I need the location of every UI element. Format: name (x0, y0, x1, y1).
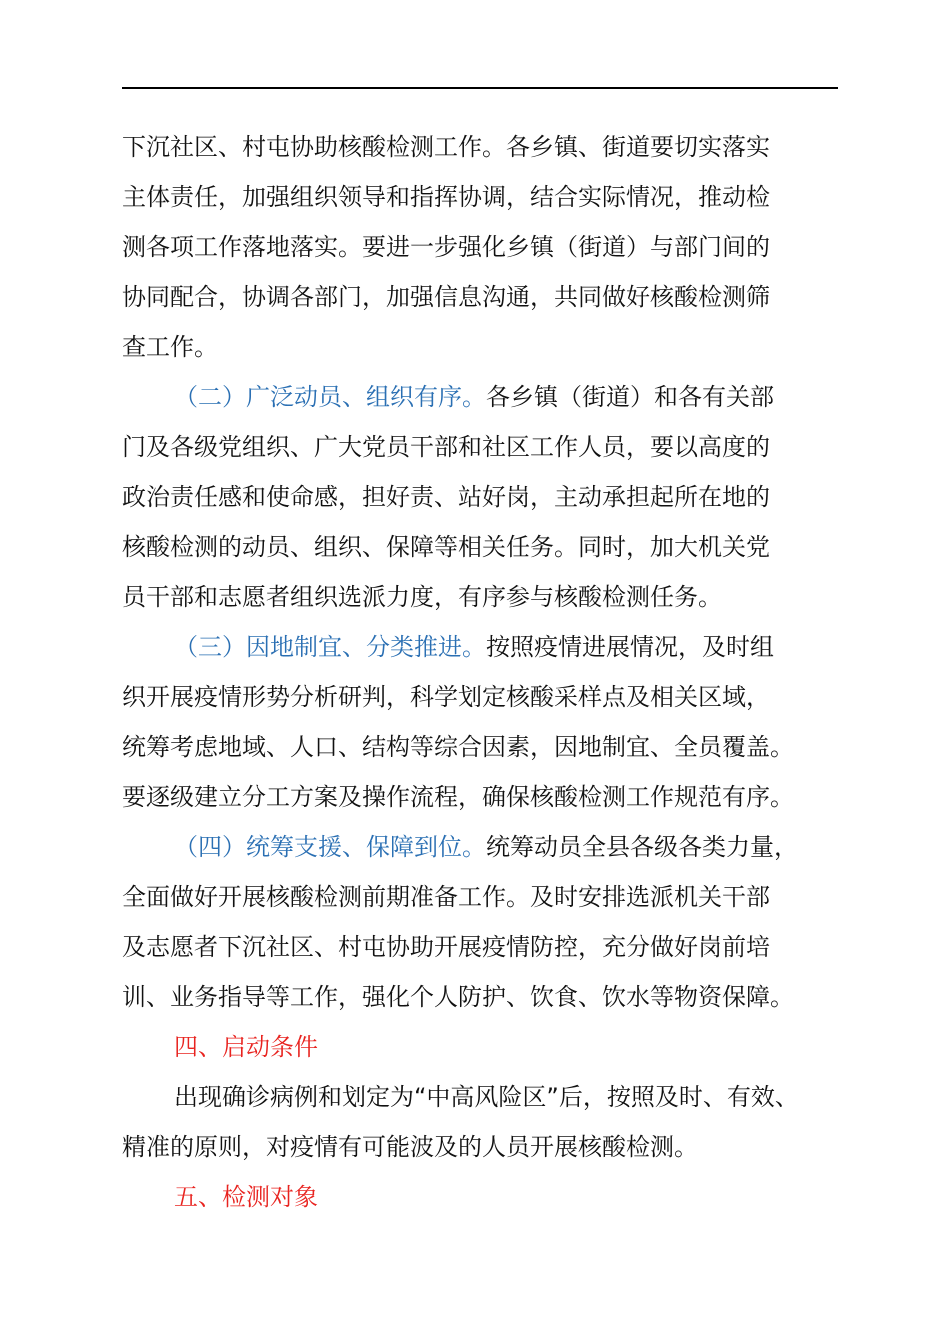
text-run: 统筹动员全县各级各类力量， (486, 833, 798, 861)
text-line: 织开展疫情形势分析研判，科学划定核酸采样点及相关区域， (122, 683, 770, 711)
text-line: 出现确诊病例和划定为“中高风险区”后，按照及时、有效、 (174, 1083, 799, 1111)
text-line: 员干部和志愿者组织选派力度，有序参与核酸检测任务。 (122, 583, 722, 611)
subheading-local-conditions: （三）因地制宜、分类推进。 (174, 633, 486, 661)
header-rule (122, 87, 838, 89)
subheading-mobilization: （二）广泛动员、组织有序。 (174, 383, 486, 411)
text-line (122, 822, 838, 872)
text-line: 测各项工作落地落实。要进一步强化乡镇（街道）与部门间的 (122, 233, 770, 261)
text-line (122, 372, 838, 422)
text-line: 核酸检测的动员、组织、保障等相关任务。同时，加大机关党 (122, 533, 770, 561)
paragraph-mobilization (122, 372, 838, 622)
text-line (122, 622, 838, 672)
text-line: 下沉社区、村屯协助核酸检测工作。各乡镇、街道要切实落实 (122, 133, 770, 161)
text-line: 政治责任感和使命感，担好责、站好岗，主动承担起所在地的 (122, 483, 770, 511)
subheading-support: （四）统筹支援、保障到位。 (174, 833, 486, 861)
document-body (122, 122, 838, 1222)
paragraph-local-conditions (122, 622, 838, 822)
text-line: 训、业务指导等工作，强化个人防护、饮食、饮水等物资保障。 (122, 983, 794, 1011)
text-line: 门及各级党组织、广大党员干部和社区工作人员，要以高度的 (122, 433, 770, 461)
text-line: 主体责任，加强组织领导和指挥协调，结合实际情况，推动检 (122, 183, 770, 211)
paragraph-coordination (122, 122, 838, 372)
paragraph-start-conditions (122, 1072, 838, 1172)
text-line: 协同配合，协调各部门，加强信息沟通，共同做好核酸检测筛 (122, 283, 770, 311)
text-line: 及志愿者下沉社区、村屯协助开展疫情防控，充分做好岗前培 (122, 933, 770, 961)
text-line: 要逐级建立分工方案及操作流程，确保核酸检测工作规范有序。 (122, 783, 794, 811)
text-line: 全面做好开展核酸检测前期准备工作。及时安排选派机关干部 (122, 883, 770, 911)
paragraph-support (122, 822, 838, 1022)
text-run: 按照疫情进展情况，及时组 (486, 633, 774, 661)
text-line: 查工作。 (122, 333, 218, 361)
text-line: 精准的原则，对疫情有可能波及的人员开展核酸检测。 (122, 1133, 698, 1161)
section-heading-start-conditions: 四、启动条件 (174, 1033, 318, 1061)
section-heading-test-subjects: 五、检测对象 (174, 1183, 318, 1211)
text-line: 统筹考虑地域、人口、结构等综合因素，因地制宜、全员覆盖。 (122, 733, 794, 761)
text-run: 各乡镇（街道）和各有关部 (486, 383, 774, 411)
